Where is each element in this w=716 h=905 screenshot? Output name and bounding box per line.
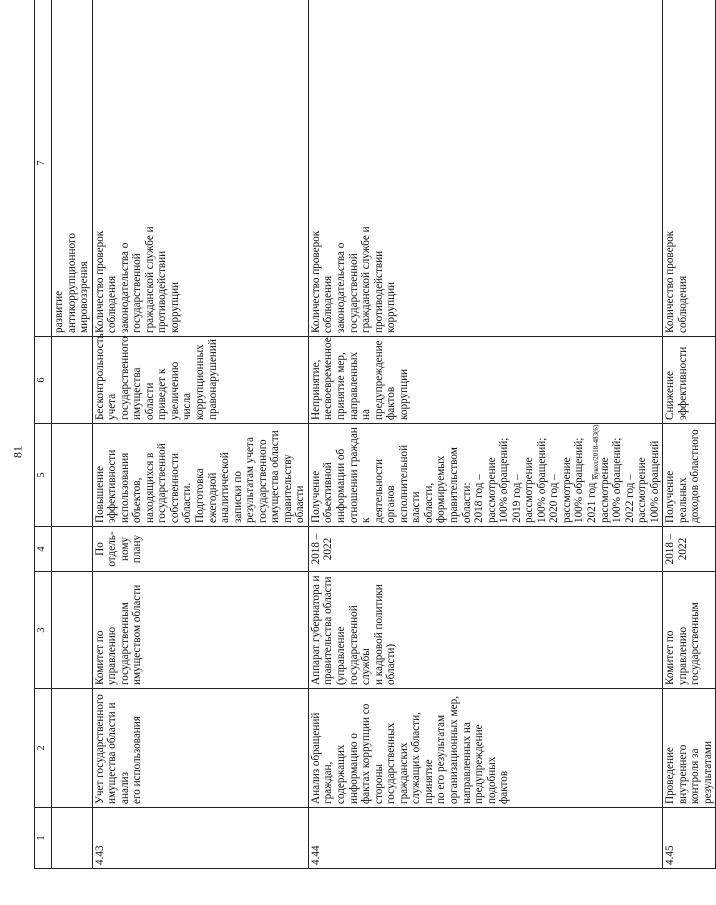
cell-term: 2018 – 2022 — [663, 527, 716, 572]
cell-num: 4.43 — [92, 808, 308, 869]
cell-indicator: развитие антикоррупционного мировоззрения — [52, 0, 93, 337]
cell-executor: Комитет по управлению государственным — [663, 572, 716, 689]
cell-risk: Бесконтрольность учета государственного имущества области приведет к увеличению числа коррупционных правонарушений — [92, 337, 308, 424]
cell-risk — [52, 337, 93, 424]
cell-risk: Непринятие, несвоевременное принятие мер, направленных на предупреждение фактов коррупции — [308, 337, 662, 424]
cell-term — [52, 527, 93, 572]
cell-result: Повышение эффективности использования объектов, находящихся в государственной собственности области. Подготовка ежегодной аналитической записки по результатам учета государственного имущества области правительству области — [92, 424, 308, 527]
cell-indicator: Количество проверок соблюдения законодательства о государственной гражданской службе и противодействии коррупции — [308, 0, 662, 337]
anticorruption-plan-table — [34, 0, 716, 869]
table-row — [92, 0, 308, 869]
cell-term: По отдель- ному плану — [92, 527, 308, 572]
header-col-3: 3 — [35, 572, 52, 689]
header-col-2: 2 — [35, 689, 52, 808]
cell-action: Анализ обращений граждан, содержащих информацию о фактах коррупции со стороны государственных гражданских служащих области, принятие по его результатам организационных мер, направленных на предупреждение подобных фактов — [308, 689, 662, 808]
cell-num — [52, 808, 93, 869]
cell-indicator: Количество проверок соблюдения — [663, 0, 716, 337]
cell-action — [52, 689, 93, 808]
cell-num: 4.45 — [663, 808, 716, 869]
cell-action: Проведение внутреннего контроля за результатами — [663, 689, 716, 808]
table-row — [308, 0, 662, 869]
cell-num: 4.44 — [308, 808, 662, 869]
cell-result: Получение реальных доходов областного — [663, 424, 716, 527]
table-row — [52, 0, 93, 869]
table-row — [663, 0, 716, 869]
header-col-5: 5 — [35, 424, 52, 527]
cell-action: Учет государственного имущества области и анализ его использования — [92, 689, 308, 808]
header-col-1: 1 — [35, 808, 52, 869]
cell-indicator: Количество проверок соблюдения законодательства о государственной гражданской службе и противодействии коррупции — [92, 0, 308, 337]
cell-executor: Аппарат губернатора и правительства области (управление государственной службы и кадровой политики области) — [308, 572, 662, 689]
document-code: Кукол/2018-483(6) — [592, 424, 600, 480]
table-header-row — [35, 0, 52, 869]
cell-result: Получение объективной информации об отношении граждан к деятельности органов исполнительной власти области, формируемых правительством области: 2018 год – рассмотрение 100% обращений; 2019 год – рассмотрение 100% обращений; 2020 год – рассмотрение 100% обращений; 2021 год – рассмотрение 100% обращений; 2022 год – рассмотрение 100% обращений — [308, 424, 662, 527]
cell-executor: Комитет по управлению государственным имуществом области — [92, 572, 308, 689]
header-col-6: 6 — [35, 337, 52, 424]
cell-executor — [52, 572, 93, 689]
cell-risk: Снижение эффективности — [663, 337, 716, 424]
header-col-7: 7 — [35, 0, 52, 337]
page-number: 81 — [10, 446, 25, 458]
cell-term: 2018 – 2022 — [308, 527, 662, 572]
cell-result — [52, 424, 93, 527]
header-col-4: 4 — [35, 527, 52, 572]
